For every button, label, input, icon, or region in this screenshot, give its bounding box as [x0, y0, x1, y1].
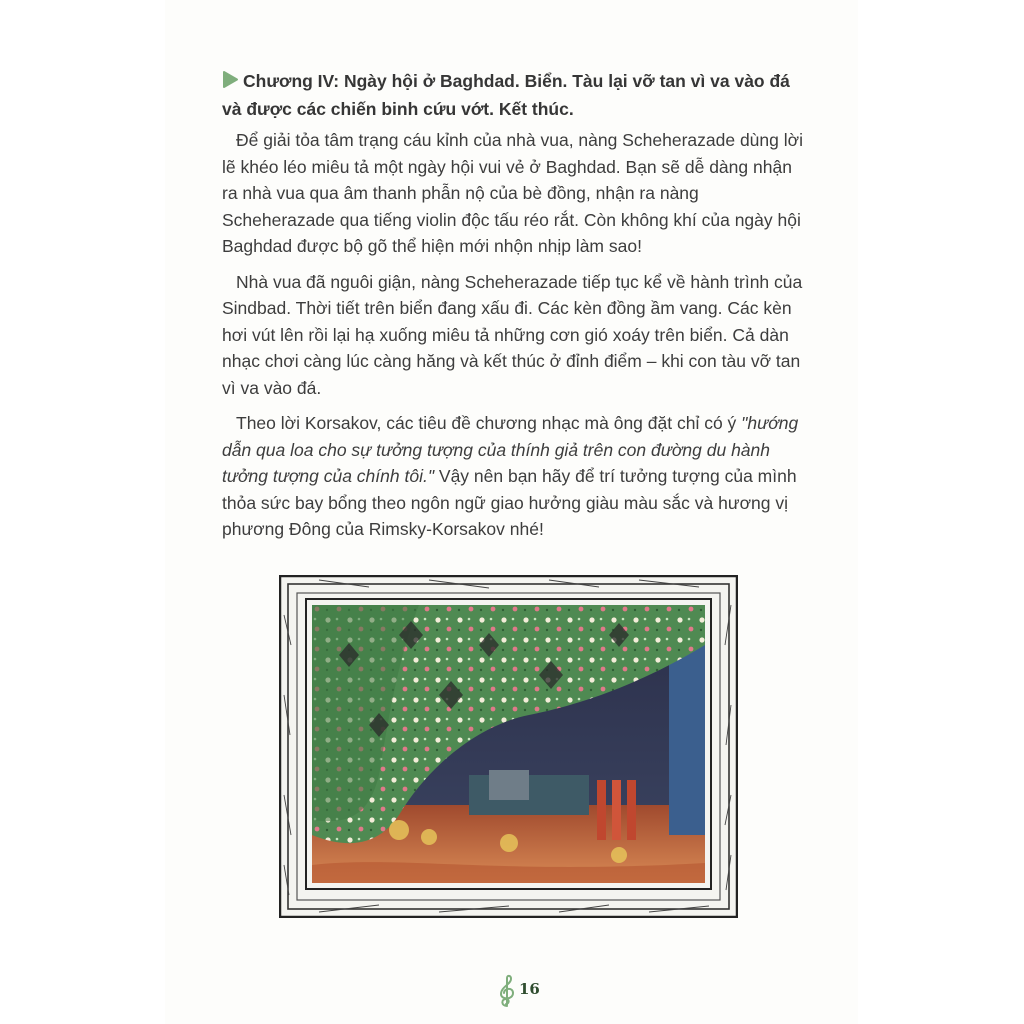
heading-line-2: và được các chiến binh cứu vớt. Kết thúc.	[222, 99, 574, 119]
paragraph-korsakov-quote	[222, 410, 812, 543]
chapter-heading	[222, 68, 812, 122]
korsakov-quote: "hướng dẫn qua loa cho sự tưởng tượng của thính giả trên con đường du hành tưởng tượng của chính tôi."	[222, 413, 799, 486]
paragraph-festival: Để giải tỏa tâm trạng cáu kỉnh của nhà vua, nàng Scheherazade dùng lời lẽ khéo léo miêu tả một ngày hội vui vẻ ở Baghdad. Bạn sẽ dễ dàng nhận ra nhà vua qua âm thanh phẫn nộ của bè đồng, nhận ra nàng Scheherazade qua tiếng violin độc tấu réo rắt. Còn không khí của ngày hội Baghdad được bộ gõ thể hiện mới nhộn nhịp làm sao!	[222, 130, 803, 256]
quote-intro: Theo lời Korsakov, các tiêu đề chương nhạc mà ông đặt chỉ có ý	[236, 413, 742, 433]
page-number-text: 16	[519, 980, 540, 998]
heading-line-1: Chương IV: Ngày hội ở Baghdad. Biển. Tàu lại vỡ tan vì va vào đá	[243, 71, 790, 91]
text-content	[222, 68, 812, 552]
scheherazade-stage-painting	[312, 605, 705, 883]
quote-outro: Vậy nên bạn hãy để trí tưởng tượng của mình thỏa sức bay bổng theo ngôn ngữ giao hưởng giàu màu sắc và hương vị phương Đông của Rimsky-Korsakov nhé!	[222, 466, 797, 539]
treble-clef-icon	[497, 974, 517, 1013]
framed-illustration	[279, 575, 738, 918]
play-arrow-icon	[222, 70, 239, 96]
paragraph-sea-storm: Nhà vua đã nguôi giận, nàng Scheherazade tiếp tục kể về hành trình của Sindbad. Thời tiết trên biển đang xấu đi. Các kèn đồng ầm vang. Các kèn hơi vút lên rồi lại hạ xuống miêu tả những cơn gió xoáy trên biển. Cả dàn nhạc chơi càng lúc càng hăng và kết thúc ở đỉnh điểm – khi con tàu vỡ tan vì va vào đá.	[222, 271, 803, 398]
page-number	[497, 974, 540, 1013]
